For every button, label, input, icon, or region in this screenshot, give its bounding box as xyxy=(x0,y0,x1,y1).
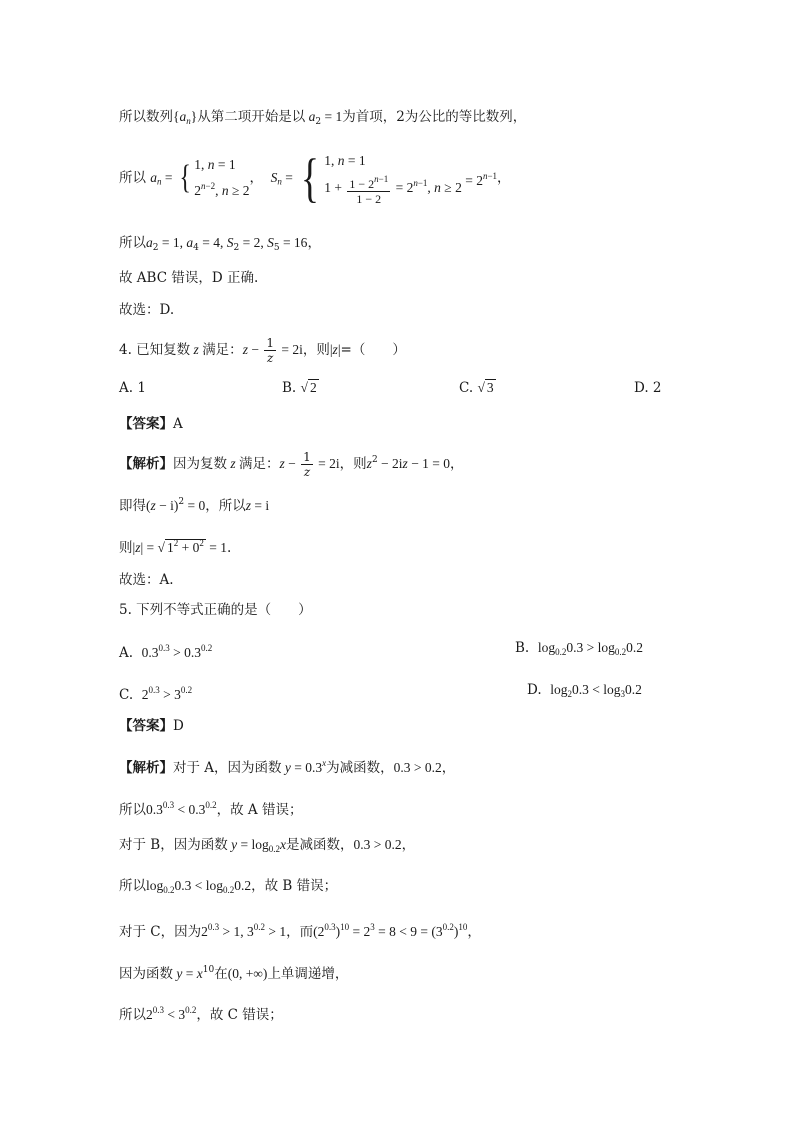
text: 所以 xyxy=(119,878,146,894)
text: =（ ） xyxy=(340,342,406,358)
text: 满足： xyxy=(202,342,243,358)
text: ，故 C 错误； xyxy=(196,1007,283,1023)
text: 因为复数 xyxy=(173,456,227,472)
question-5: 5. 下列不等式正确的是（ ） xyxy=(119,602,312,618)
text-line: 对于 B，因为函数 $y = \log_{0.2}x$是减函数，0.3 > 0.2， xyxy=(119,837,416,854)
text: ，所以 xyxy=(205,498,246,514)
answer-label: 【答案】 xyxy=(119,718,173,734)
text: ，故 B 错误； xyxy=(251,878,338,894)
text: 因为函数 xyxy=(119,966,173,982)
option-b: B. $\log_{0.2}0.3 > \log_{0.2}0.2$ xyxy=(515,640,643,657)
analysis-label: 【解析】 xyxy=(119,760,173,776)
text-line: 故 ABC 错误，D 正确. xyxy=(119,270,259,286)
text: 上单调递增， xyxy=(267,966,349,982)
text: 对于 C，因为 xyxy=(119,924,202,940)
answer-5 xyxy=(119,716,184,736)
text: 对于 A，因为函数 xyxy=(173,760,282,776)
option-a: A. 1 xyxy=(119,380,146,396)
text-line: 所以数列$\{a_n\}$从第二项开始是以 $a_2 = 1$为首项，2为公比的等比数列， xyxy=(119,109,527,127)
piecewise-an: 1, n = 1 $2^{n-2}$, n ≥ 2 xyxy=(194,157,250,198)
option-c: C. $2^{0.3} > 3^{0.2}$ xyxy=(119,685,193,703)
answer-value: A xyxy=(173,416,183,432)
option-c: C. √ 3 xyxy=(459,380,494,396)
text: 在 xyxy=(214,966,228,982)
text: ，则 xyxy=(339,456,367,472)
text-line: 对于 C，因为$2^{0.3} > 1$, $3^{0.2} > 1$，而$(2^{0.3})^{10} = 2^3 = 8 < 9 = (3^{0.2})^{10}$， xyxy=(119,922,481,940)
text: 为减函数， xyxy=(326,760,394,776)
analysis-4: 【解析】因为复数 z 满足：z − $\frac{1}{z}$ = 2i，则$z^2 - 2iz - 1 = 0$， xyxy=(119,450,464,479)
answer-4 xyxy=(119,414,183,434)
option-d: D. $\log_20.3 < \log_30.2$ xyxy=(527,682,642,699)
answer-label: 【答案】 xyxy=(119,416,173,432)
analysis-5: 【解析】对于 A，因为函数 $y = 0.3^x$为减函数，0.3 > 0.2， xyxy=(119,758,456,776)
text: 所以 xyxy=(119,1007,146,1023)
text: 4. 已知复数 xyxy=(119,342,191,358)
text-line: 故选：A. xyxy=(119,572,174,588)
text: 所以数列 xyxy=(119,109,173,125)
option-b: B. √ 2 xyxy=(282,380,317,396)
text-line: 所以$0.3^{0.3} < 0.3^{0.2}$，故 A 错误； xyxy=(119,800,303,818)
text-line: 故选：D. xyxy=(119,302,175,318)
question-4: 4. 已知复数 z 满足：z − $\frac{1}{z}$ = 2i，则|z|=（ ） xyxy=(119,336,406,365)
analysis-label: 【解析】 xyxy=(119,456,173,472)
option-a: A. $0.3^{0.3} > 0.3^{0.2}$ xyxy=(119,643,213,661)
text: 所以 xyxy=(119,170,146,186)
text: 即得 xyxy=(119,498,146,514)
text: ，而 xyxy=(286,924,314,940)
option-d: D. 2 xyxy=(634,380,662,396)
text: 所以 xyxy=(119,235,146,251)
text: 为首项，2为公比的等比数列， xyxy=(342,109,527,125)
text-line: 即得$(z - i)^2 = 0$，所以z = i xyxy=(119,497,270,514)
text-line: 所以$2^{0.3} < 3^{0.2}$，故 C 错误； xyxy=(119,1005,283,1023)
text-line: 所以$\log_{0.2}0.3 < \log_{0.2}0.2$，故 B 错误； xyxy=(119,878,338,895)
text: ，故 A 错误； xyxy=(216,802,303,818)
text: 是减函数， xyxy=(285,837,354,853)
text-line: 所以$a_2 = 1$, $a_4 = 4$, $S_2 = 2$, $S_5 = 16$， xyxy=(119,235,321,253)
text: 从第二项开始是以 xyxy=(197,109,306,125)
text: 所以 xyxy=(119,802,146,818)
answer-value: D xyxy=(173,718,184,734)
text: 对于 B，因为函数 xyxy=(119,837,228,853)
text: 满足： xyxy=(239,456,280,472)
piecewise-sn: 1, n = 1 1 + $\frac{1 - 2^{n-1}}{1 - 2}$ = $2^{n-1}$, n ≥ 2 xyxy=(324,153,462,206)
text: 则 xyxy=(119,540,133,556)
text: ，则 xyxy=(302,342,330,358)
text-line: 则|z| = √ $1^2 + 0^2 = 1$. xyxy=(119,538,232,556)
text-line: 因为函数 $y = x^{10}$在(0, +∞)上单调递增， xyxy=(119,965,349,982)
formula-line: 所以 $a_n$ = { 1, n = 1 $2^{n-2}$, n ≥ 2， $S_n$ = { 1, n = 1 1 + $\frac{1 - 2^{n-1}}{1 - 2}$ = $2^{n-1}$, $n \ge 2 = 2^{n-1}$， xyxy=(119,148,511,208)
